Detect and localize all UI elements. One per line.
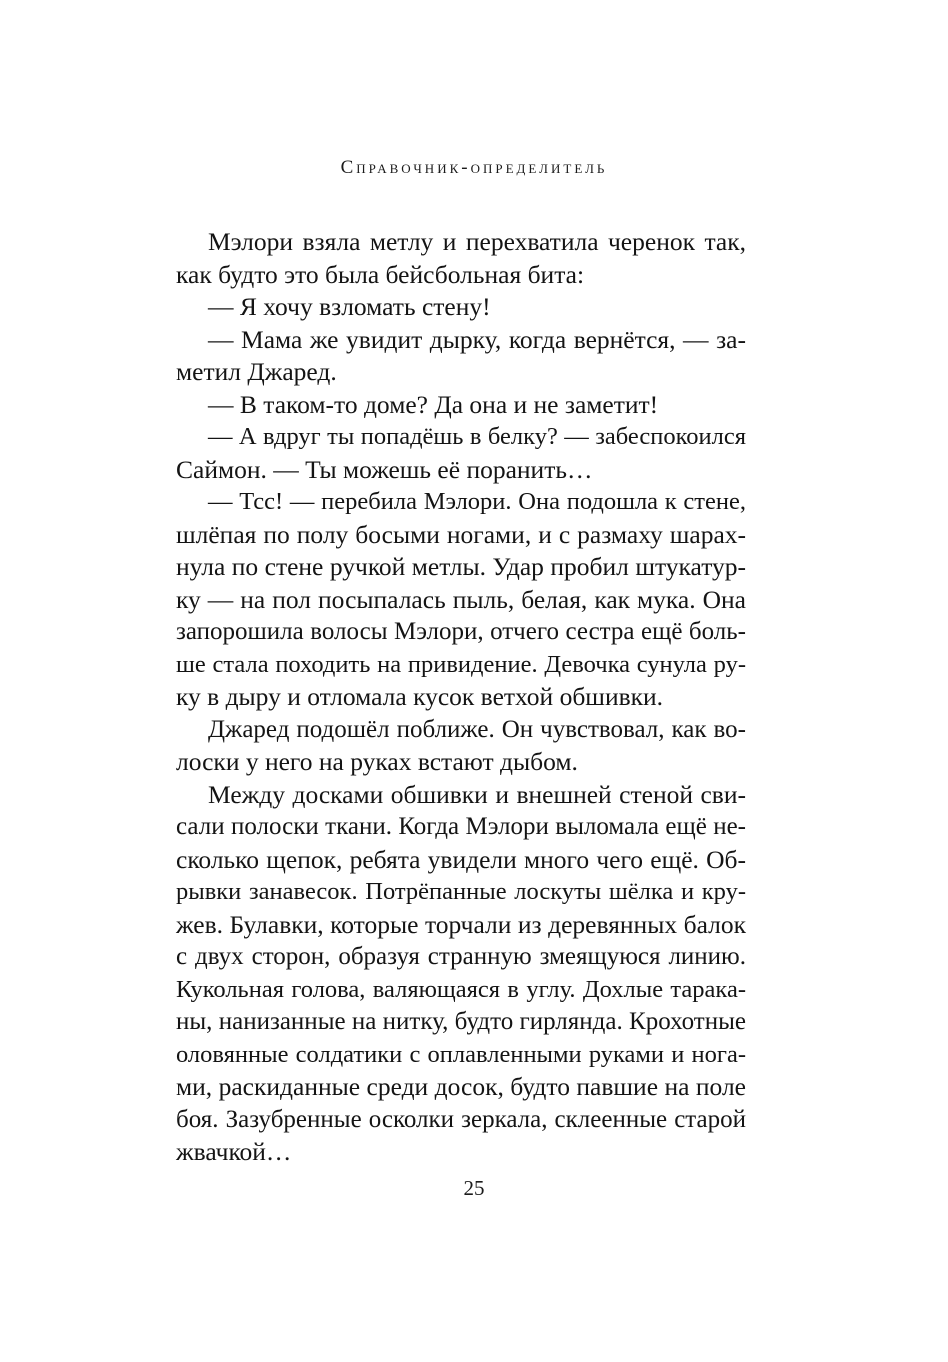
text-line: жев. Булавки, которые торчали из деревянных балок	[176, 909, 746, 939]
text-line: Джаред подошёл поближе. Он чувствовал, как во-	[208, 715, 746, 743]
text-line: шлёпая по полу босыми ногами, и с размаху шарах-	[176, 519, 746, 549]
text-line: запорошила волосы Мэлори, отчего сестра ещё боль-	[176, 618, 746, 645]
text-line: ны, нанизанные на нитку, будто гирлянда. Крохотные	[176, 1008, 746, 1035]
body-text	[176, 226, 746, 1169]
text-line: метил Джаред.	[176, 357, 337, 386]
text-line: — А вдруг ты попадёшь в белку? — забеспокоился	[208, 423, 746, 450]
text-line: сколько щепок, ребята увидели много чего ещё. Об-	[176, 844, 746, 874]
text-line: Саймон. — Ты можешь её поранить…	[176, 454, 593, 484]
text-line: сали полоски ткани. Когда Мэлори выломала ещё не-	[176, 813, 746, 840]
text-line: как будто это была бейсбольная бита:	[176, 259, 585, 289]
text-line: Между досками обшивки и внешней стеной сви-	[208, 779, 746, 809]
text-line: — Я хочу взломать стену!	[208, 292, 491, 321]
text-line: — В таком-то доме? Да она и не заметит!	[208, 389, 659, 419]
text-line: боя. Зазубренные осколки зеркала, склеенные старой	[176, 1105, 746, 1133]
text-line: — Мама же увидит дырку, когда вернётся, — за-	[208, 324, 746, 354]
text-line: с двух сторон, образуя странную змеящуюся линию.	[176, 943, 746, 970]
text-line: лоски у него на руках встают дыбом.	[176, 747, 578, 776]
text-line: — Тсс! — перебила Мэлори. Она подошла к стене,	[208, 488, 746, 515]
text-line: ми, раскиданные среди досок, будто павшие на поле	[176, 1072, 746, 1101]
running-head: Справочник-определитель	[340, 157, 608, 178]
text-line: ку — на пол посыпалась пыль, белая, как мука. Она	[176, 584, 746, 614]
text-line: Мэлори взяла метлу и перехватила черенок так,	[208, 227, 746, 256]
text-line: ку в дыру и отломала кусок ветхой обшивки.	[176, 682, 664, 711]
page-number: 25	[463, 1176, 485, 1200]
text-line: оловянные солдатики с оплавленными руками и нога-	[176, 1040, 746, 1068]
text-line: рывки занавесок. Потрёпанные лоскуты шёлка и кру-	[176, 878, 746, 905]
text-line: нула по стене ручкой метлы. Удар пробил штукатур-	[176, 552, 746, 581]
text-line: ше стала походить на привидение. Девочка сунула ру-	[176, 650, 746, 678]
text-line: жвачкой…	[176, 1137, 292, 1166]
text-line: Кукольная голова, валяющаяся в углу. Дохлые тарака-	[176, 975, 746, 1003]
